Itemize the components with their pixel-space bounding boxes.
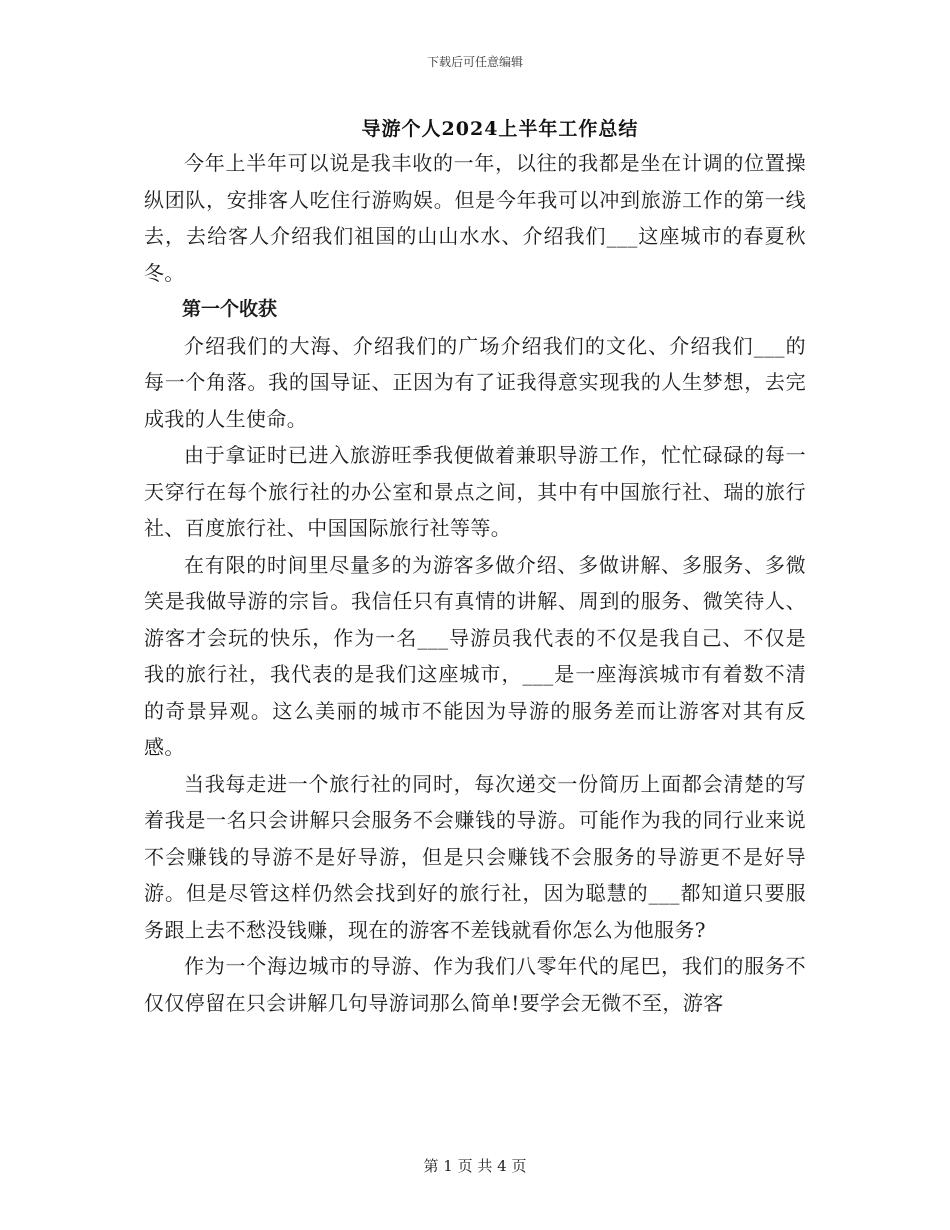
- header-note: 下载后可任意编辑: [426, 55, 523, 69]
- document-title: 导游个人2024上半年工作总结: [361, 118, 639, 140]
- paragraph: 当我每走进一个旅行社的同时，每次递交一份简历上面都会清楚的写着我是一名只会讲解只会服务不会赚钱的导游。可能作为我的同行业来说不会赚钱的导游不是好导游，但是只会赚钱不会服务的导游更不是好导游。但是尽管这样仍然会找到好的旅行社，因为聪慧的___都知道只要服务跟上去不愁没钱赚，现在的游客不差钱就看你怎么为他服务?: [144, 771, 806, 942]
- paragraph: 介绍我们的大海、介绍我们的广场介绍我们的文化、介绍我们___的每一个角落。我的国导证、正因为有了证我得意实现我的人生梦想，去完成我的人生使命。: [144, 333, 806, 431]
- document-body: [144, 145, 806, 1021]
- paragraph: 今年上半年可以说是我丰收的一年，以往的我都是坐在计调的位置操纵团队，安排客人吃住行游购娱。但是今年我可以冲到旅游工作的第一线去，去给客人介绍我们祖国的山山水水、介绍我们___这座城市的春夏秋冬。: [144, 151, 806, 285]
- page-footer: 第 1 页 共 4 页: [423, 1157, 527, 1175]
- paragraph: 由于拿证时已进入旅游旺季我便做着兼职导游工作，忙忙碌碌的每一天穿行在每个旅行社的办公室和景点之间，其中有中国旅行社、瑞的旅行社、百度旅行社、中国国际旅行社等等。: [144, 443, 806, 540]
- paragraph: 作为一个海边城市的导游、作为我们八零年代的尾巴，我们的服务不仅仅停留在只会讲解几句导游词那么简单!要学会无微不至，游客: [144, 954, 806, 1015]
- section-heading: 第一个收获: [182, 298, 278, 320]
- paragraph: 在有限的时间里尽量多的为游客多做介绍、多做讲解、多服务、多微笑是我做导游的宗旨。我信任只有真情的讲解、周到的服务、微笑待人、游客才会玩的快乐，作为一名___导游员我代表的不仅是我自己、不仅是我的旅行社，我代表的是我们这座城市，___是一座海滨城市有着数不清的奇景异观。这么美丽的城市不能因为导游的服务差而让游客对其有反感。: [144, 552, 806, 759]
